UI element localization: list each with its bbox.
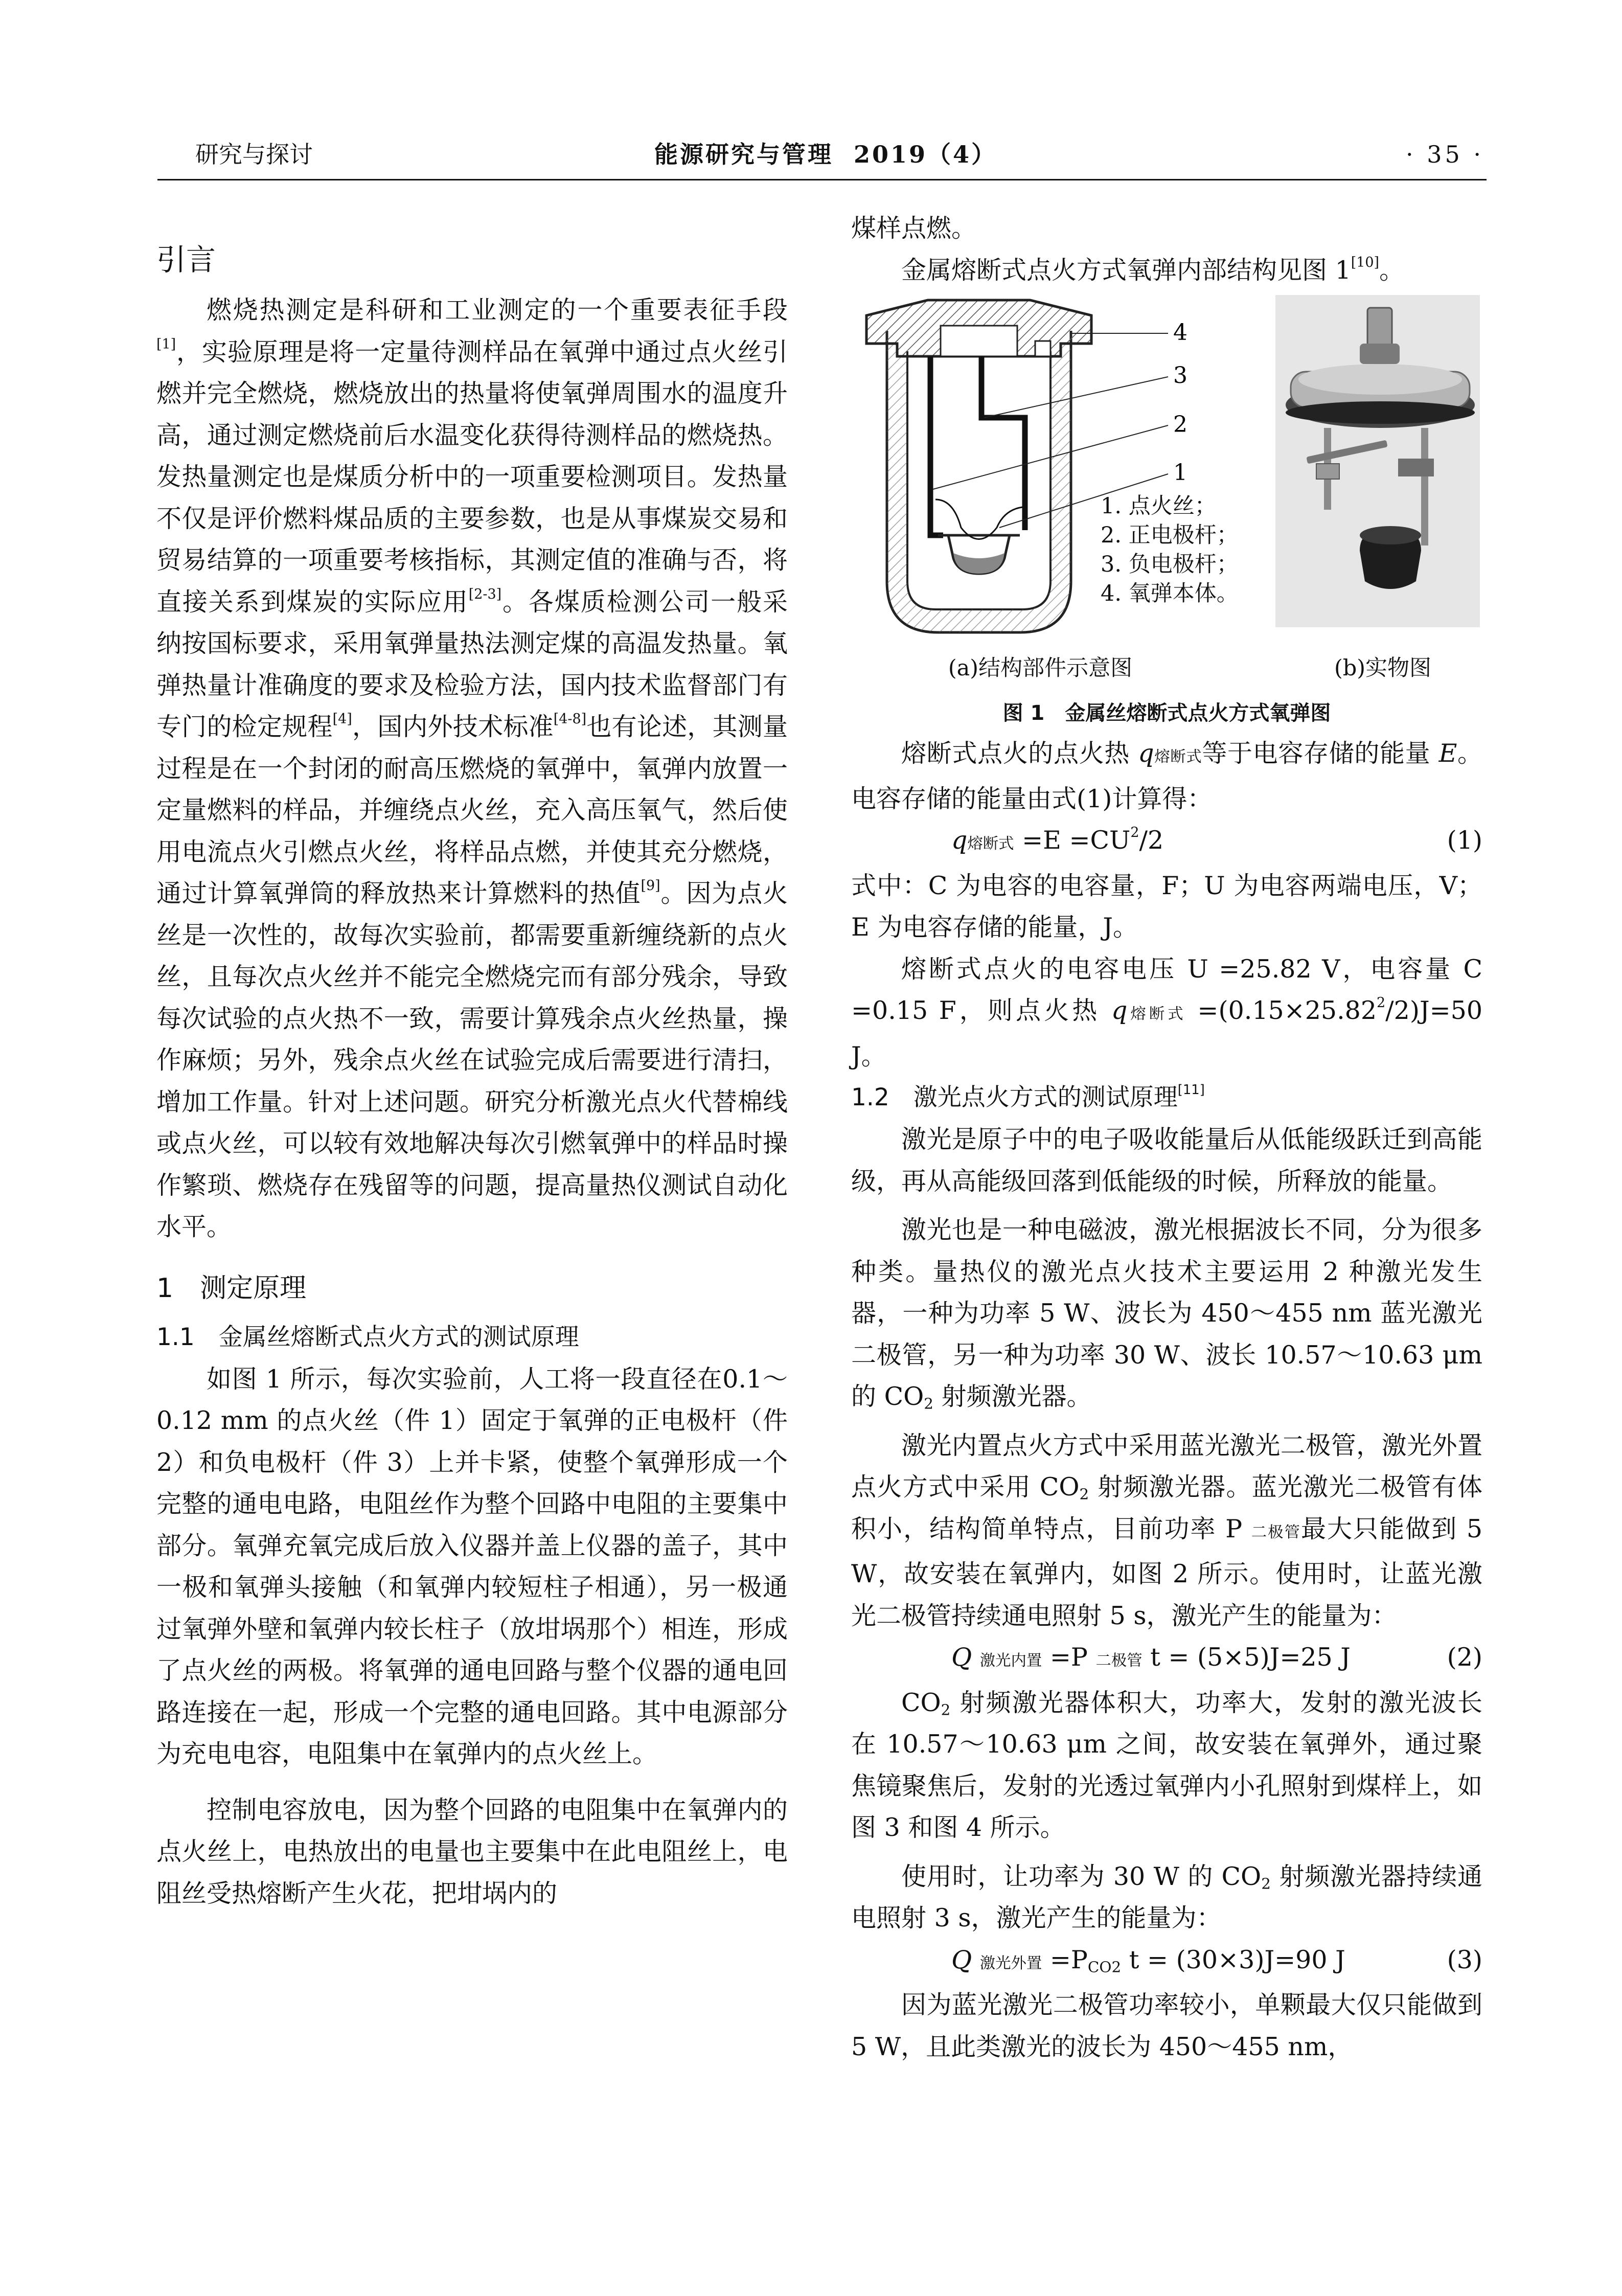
right-column <box>851 208 1482 2067</box>
laser-types-paragraph: 激光也是一种电磁波，激光根据波长不同，分为很多种类。量热仪的激光点火技术主要运用 2 种激光发生器，一种为功率 5 W、波长为 450～455 nm 蓝光激光二极管，另一种为功率 30 W、波长 10.57～10.63 μm 的 $CO_2$ 射频激光器。 <box>851 1215 1482 1413</box>
co2-usage-paragraph: 使用时，让功率为 30 W 的 $CO_2$ 射频激光器持续通电照射 3 s，激光产生的能量为： <box>851 1861 1483 1933</box>
equation-1-definitions: 式中：C 为电容的电容量，F；U 为电容两端电压，V；E 为电容存储的能量，J。 <box>851 871 1482 942</box>
citation: [9] <box>641 878 660 894</box>
intro-heading: 引言 <box>156 242 216 277</box>
journal-title <box>654 139 997 170</box>
section-1-heading: 1 测定原理 <box>156 1272 307 1304</box>
figure-1-caption: 图 1 金属丝熔断式点火方式氧弹图 <box>1002 701 1331 725</box>
section-1-2-heading: 1.2 激光点火方式的测试原理[11] <box>851 1082 1205 1111</box>
part-number-3: 3 <box>1173 362 1187 389</box>
laser-definition-paragraph: 激光是原子中的电子吸收能量后从低能级跃迁到高能级，再从高能级回落到低能级的时候，所释放的能量。 <box>851 1125 1482 1196</box>
equation-number: (3) <box>1447 1945 1482 1974</box>
subfigure-a-caption: (a)结构部件示意图 <box>948 655 1133 681</box>
legend-item: 4. 氧弹本体。 <box>1101 581 1239 606</box>
legend-item: 2. 正电极杆； <box>1101 522 1239 548</box>
header-rule <box>157 179 1487 180</box>
continued-text: 煤样点燃。 <box>851 214 977 243</box>
subfigure-b-caption: (b)实物图 <box>1334 655 1432 681</box>
running-head-section: 研究与探讨 <box>195 141 313 168</box>
final-paragraph: 因为蓝光激光二极管功率较小，单颗最大仅只能做到 5 W，且此类激光的波长为 450～455 nm， <box>851 1990 1482 2061</box>
part-number-4: 4 <box>1173 320 1187 346</box>
left-column <box>156 234 788 1914</box>
citation: [10] <box>1351 254 1380 270</box>
citation: [2-3] <box>468 586 502 602</box>
part-number-1: 1 <box>1173 460 1187 486</box>
citation: [4-8] <box>553 711 587 728</box>
equation-number: (2) <box>1447 1643 1482 1672</box>
equation-1: q熔断式 $=E =CU^2/2$ (1) <box>851 820 1482 865</box>
page-number: · 35 · <box>1405 141 1484 168</box>
figure-1 <box>851 295 1482 694</box>
co2-laser-paragraph: $CO_2$ 射频激光器体积大，功率大，发射的激光波长在 10.57～10.63 μm 之间，故安装在氧弹外，通过聚焦镜聚焦后，发射的光透过氧弹内小孔照射到煤样上，如图 3 和图 4 所示。 <box>851 1688 1482 1842</box>
legend-item: 1. 点火丝； <box>1101 493 1217 519</box>
ignition-heat-paragraph: 熔断式点火的点火热 q熔断式等于电容存储的能量 E。电容存储的能量由式(1)计算得： <box>851 739 1483 813</box>
section-1-1-paragraph-2: 控制电容放电，因为整个回路的电阻集中在氧弹内的点火丝上，电热放出的电量也主要集中在此电阻丝上，电阻丝受热熔断产生火花，把坩埚内的 <box>156 1795 788 1908</box>
figure-legend <box>1101 492 1239 608</box>
part-number-2: 2 <box>1173 412 1187 438</box>
journal-name: 能源研究与管理 <box>654 141 833 168</box>
equation-3: Q 激光外置 $=P_{CO2}$ t = (30×3)J=90 J (3) <box>851 1939 1482 1985</box>
citation: [4] <box>332 711 352 728</box>
citation: [1] <box>156 336 176 352</box>
ignition-heat-calculation: 熔断式点火的电容电压 U =25.82 V，电容量 C =0.15 F，则点火热 q熔断式 $=(0.15\times 25.82^2/2)J=50$ J。 <box>851 954 1483 1071</box>
section-1-1-heading: 1.1 金属丝熔断式点火方式的测试原理 <box>156 1323 579 1351</box>
equation-2: Q 激光内置 =P 二极管 t = (5×5)J=25 J (2) <box>851 1636 1482 1682</box>
equation-number: (1) <box>1447 826 1482 855</box>
section-1-1-paragraph: 如图 1 所示，每次实验前，人工将一段直径在0.1～0.12 mm 的点火丝（件 1）固定于氧弹的正电极杆（件 2）和负电极杆（件 3）上并卡紧，使整个氧弹形成一个完整的通电电路，电阻丝作为整个回路中电阻的主要集中部分。氧弹充氧完成后放入仪器并盖上仪器的盖子，其中一极和氧弹头接触（和氧弹内较短柱子相通），另一极通过氧弹外壁和氧弹内较长柱子（放坩埚那个）相连，形成了点火丝的两极。将氧弹的通电回路与整个仪器的通电回路连接在一起，形成一个完整的通电回路。其中电源部分为充电电容，电阻集中在氧弹内的点火丝上。 <box>156 1364 788 1768</box>
citation: [11] <box>1177 1082 1205 1098</box>
intro-paragraph: 燃烧热测定是科研和工业测定的一个重要表征手段[1]，实验原理是将一定量待测样品在氧弹中通过点火丝引燃并完全燃烧，燃烧放出的热量将使氧弹周围水的温度升高，通过测定燃烧前后水温变化获得待测样品的燃烧热。发热量测定也是煤质分析中的一项重要检测项目。发热量不仅是评价燃料煤品质的主要参数，也是从事煤炭交易和贸易结算的一项重要考核指标，其测定值的准确与否，将直接关系到煤炭的实际应用[2-3]。各煤质检测公司一般采纳按国标要求，采用氧弹量热法测定煤的高温发热量。氧弹热量计准确度的要求及检验方法，国内技术监督部门有专门的检定规程[4]，国内外技术标准[4-8]也有论述，其测量过程是在一个封闭的耐高压燃烧的氧弹中，氧弹内放置一定量燃料的样品，并缠绕点火丝，充入高压氧气，然后使用电流点火引燃点火丝，将样品点燃，并使其充分燃烧，通过计算氧弹筒的释放热来计算燃料的热值[9]。因为点火丝是一次性的，故每次实验前，都需要重新缠绕新的点火丝，且每次点火丝并不能完全燃烧完而有部分残余，导致每次试验的点火热不一致，需要计算残余点火丝热量，操作麻烦；另外，残余点火丝在试验完成后需要进行清扫，增加工作量。针对上述问题。研究分析激光点火代替棉线或点火丝，可以较有效地解决每次引燃氧弹中的样品时操作繁琐、燃烧存在残留等的问题，提高量热仪测试自动化水平。 <box>156 295 788 1241</box>
journal-issue: 2019（4） <box>854 141 997 168</box>
figure-intro: 金属熔断式点火方式氧弹内部结构见图 1[10]。 <box>901 254 1405 285</box>
laser-internal-paragraph: 激光内置点火方式中采用蓝光激光二极管，激光外置点火方式中采用 $CO_2$ 射频激光器。蓝光激光二极管有体积小，结构简单特点，目前功率 P 二极管最大只能做到 5 W，故安装在氧弹内，如图 2 所示。使用时，让蓝光激光二极管持续通电照射 5 s，激光产生的能量为： <box>851 1430 1483 1630</box>
bomb-photo <box>1275 295 1480 627</box>
legend-item: 3. 负电极杆； <box>1101 552 1239 577</box>
